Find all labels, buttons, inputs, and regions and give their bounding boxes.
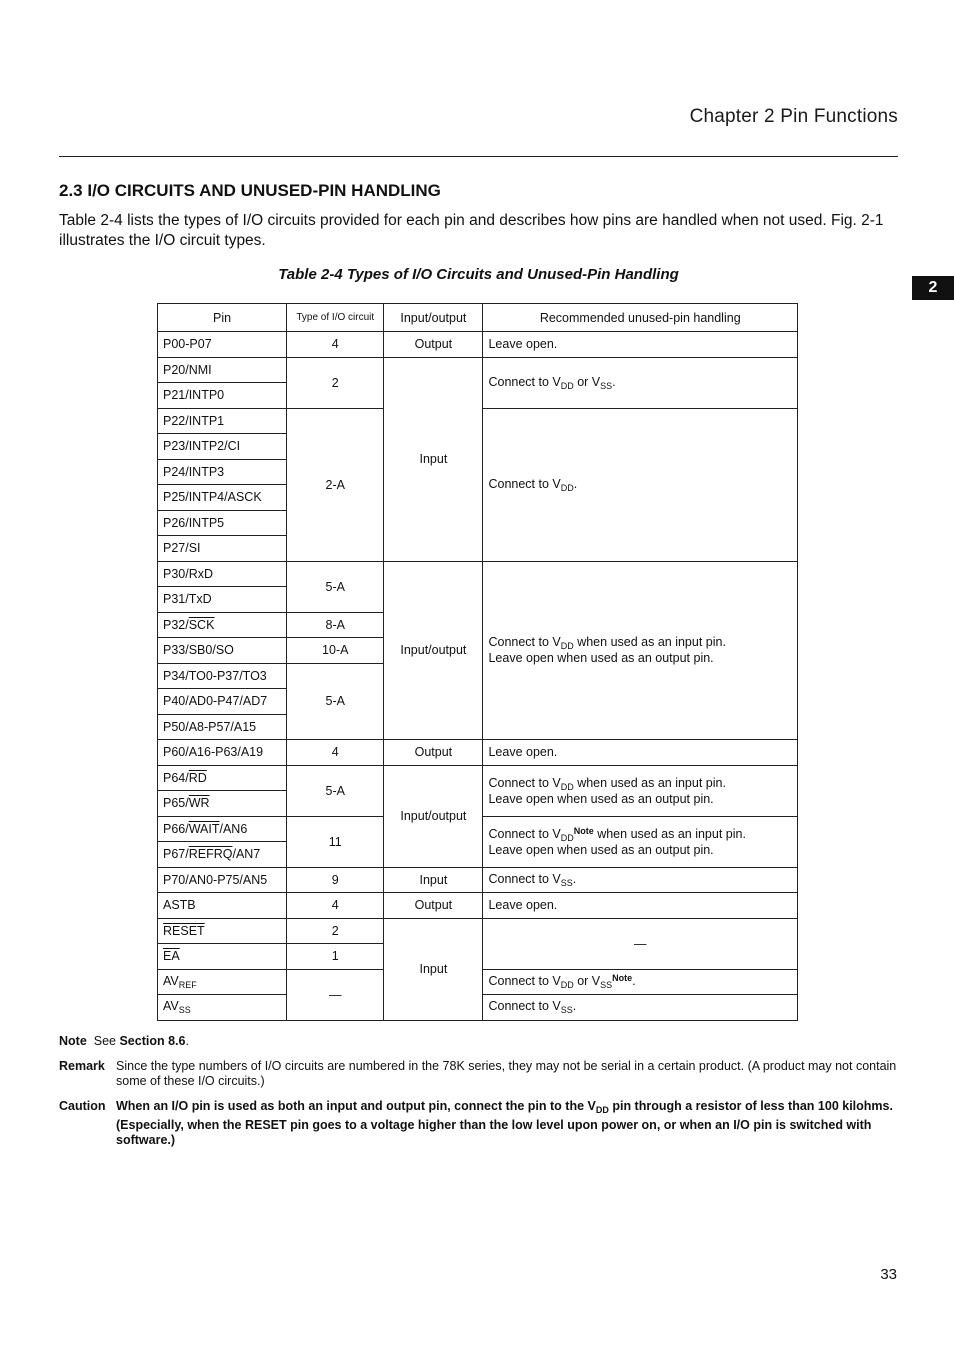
table-row: [158, 332, 798, 358]
pin-cell: P26/INTP5: [158, 510, 287, 536]
table-header-row: [158, 304, 798, 332]
io-cell: Input/output: [384, 765, 483, 867]
pin-cell: P66/WAIT/AN6: [158, 816, 287, 842]
handling-cell: Connect to $V_{SS}$.: [483, 867, 798, 893]
pin-cell: P23/INTP2/CI: [158, 434, 287, 460]
handling-cell: Connect to $V_{DD}$ when used as an input pin. Leave open when used as an output pin.: [483, 561, 798, 740]
caution-label: Caution: [59, 1099, 106, 1113]
io-cell: Output: [384, 332, 483, 358]
header-io: Input/output: [384, 304, 483, 332]
header-rule: [59, 156, 898, 157]
pin-cell: P25/INTP4/ASCK: [158, 485, 287, 511]
note-label: Note: [59, 1034, 87, 1048]
notes-block: [59, 1034, 899, 1158]
type-cell: 4: [287, 332, 384, 358]
type-cell: 4: [287, 893, 384, 919]
handling-cell: Connect to $V_{DD}^{Note}$ when used as an input pin. Leave open when used as an output pin.: [483, 816, 798, 867]
pin-cell: $AV_{SS}$: [158, 995, 287, 1021]
handling-cell: Connect to $V_{SS}$.: [483, 995, 798, 1021]
io-circuit-table: [157, 303, 798, 1021]
pin-cell: ASTB: [158, 893, 287, 919]
type-cell: 5-A: [287, 765, 384, 816]
pin-cell: P34/TO0-P37/TO3: [158, 663, 287, 689]
handling-cell: Connect to $V_{DD}$.: [483, 408, 798, 561]
pin-cell: P22/INTP1: [158, 408, 287, 434]
pin-cell: P60/A16-P63/A19: [158, 740, 287, 766]
intro-paragraph: Table 2-4 lists the types of I/O circuits provided for each pin and describes how pins are handled when not used. Fig. 2-1 illustrates the I/O circuit types.: [59, 212, 884, 249]
remark: [59, 1059, 899, 1089]
handling-cell: Leave open.: [483, 740, 798, 766]
caution-text: When an I/O pin is used as both an input and output pin, connect the pin to the $V_{DD}$ pin through a resistor of less than 100 kilohms. (Especially, when the RESET pin goes to a voltage higher than the low level upon power on, or when an I/O pin is switched with software.): [116, 1099, 893, 1147]
type-cell: 2-A: [287, 408, 384, 561]
table-row: [158, 918, 798, 944]
table-caption: Table 2-4 Types of I/O Circuits and Unused-Pin Handling: [278, 266, 679, 283]
pin-cell: P67/REFRQ/AN7: [158, 842, 287, 868]
type-cell: —: [287, 969, 384, 1020]
type-cell: 2: [287, 357, 384, 408]
pin-cell: P30/RxD: [158, 561, 287, 587]
table-row: [158, 357, 798, 383]
io-cell: Input/output: [384, 561, 483, 740]
page-number: 33: [880, 1266, 897, 1283]
pin-cell: $P32/\overline{SCK}$: [158, 612, 287, 638]
handling-cell: —: [483, 918, 798, 969]
type-cell: 5-A: [287, 663, 384, 740]
type-cell: 4: [287, 740, 384, 766]
note-ref: Section 8.6: [119, 1034, 186, 1048]
pin-cell: P00-P07: [158, 332, 287, 358]
remark-text: Since the type numbers of I/O circuits are numbered in the 78K series, they may not be serial in a certain product. (A product may not contain some of these I/O circuits.): [116, 1059, 897, 1088]
handling-cell: Leave open.: [483, 332, 798, 358]
handling-cell: Connect to $V_{DD}$ or $V_{SS}$.: [483, 357, 798, 408]
header-type: Type of I/O circuit: [287, 304, 384, 332]
type-cell: 10-A: [287, 638, 384, 664]
note-text: See: [93, 1034, 120, 1048]
type-cell: 5-A: [287, 561, 384, 612]
note: Note See Section 8.6.: [59, 1034, 189, 1048]
io-cell: Input: [384, 357, 483, 561]
chapter-header: Chapter 2 Pin Functions: [689, 106, 898, 127]
pin-cell: P31/TxD: [158, 587, 287, 613]
io-cell: Output: [384, 893, 483, 919]
type-cell: 1: [287, 944, 384, 970]
type-cell: 2: [287, 918, 384, 944]
pin-cell: $P65/\overline{WR}$: [158, 791, 287, 817]
type-cell: 8-A: [287, 612, 384, 638]
pin-cell: $P64/\overline{RD}$: [158, 765, 287, 791]
pin-cell: P70/AN0-P75/AN5: [158, 867, 287, 893]
remark-label: Remark: [59, 1059, 105, 1073]
section-heading: 2.3 I/O CIRCUITS AND UNUSED-PIN HANDLING: [59, 181, 441, 200]
pin-cell: P40/AD0-P47/AD7: [158, 689, 287, 715]
table-row: [158, 867, 798, 893]
type-cell: 11: [287, 816, 384, 867]
table-row: [158, 765, 798, 791]
chapter-tab: 2: [912, 276, 954, 300]
pin-cell: RESET: [158, 918, 287, 944]
pin-cell: P33/SB0/SO: [158, 638, 287, 664]
pin-cell: $\overline{EA}$: [158, 944, 287, 970]
table-row: [158, 893, 798, 919]
header-handling: Recommended unused-pin handling: [483, 304, 798, 332]
pin-cell: P24/INTP3: [158, 459, 287, 485]
io-cell: Output: [384, 740, 483, 766]
handling-cell: Connect to $V_{DD}$ when used as an input pin. Leave open when used as an output pin.: [483, 765, 798, 816]
pin-cell: $AV_{REF}$: [158, 969, 287, 995]
handling-cell: Connect to $V_{DD}$ or $V_{SS}^{Note}$.: [483, 969, 798, 995]
io-cell: Input: [384, 867, 483, 893]
pin-cell: P50/A8-P57/A15: [158, 714, 287, 740]
header-pin: Pin: [158, 304, 287, 332]
pin-cell: P21/INTP0: [158, 383, 287, 409]
io-cell: Input: [384, 918, 483, 1020]
table-row: [158, 561, 798, 587]
caution: [59, 1099, 899, 1148]
handling-cell: Leave open.: [483, 893, 798, 919]
type-cell: 9: [287, 867, 384, 893]
pin-cell: P20/NMI: [158, 357, 287, 383]
table-row: [158, 740, 798, 766]
pin-cell: P27/SI: [158, 536, 287, 562]
